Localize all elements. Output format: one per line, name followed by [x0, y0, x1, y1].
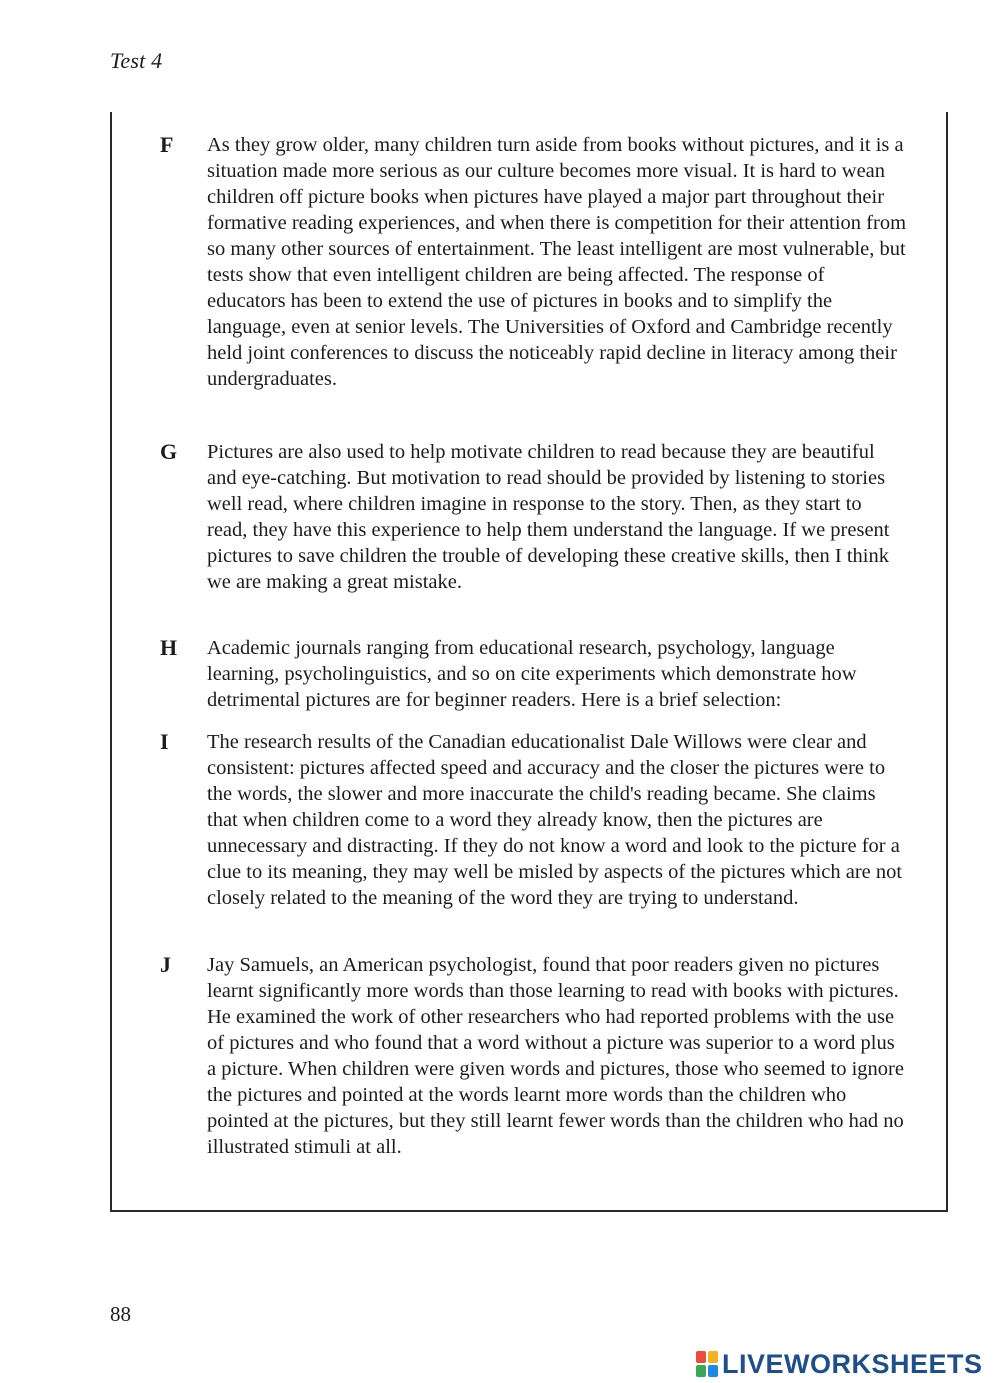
- paragraph-text: The research results of the Canadian educationalist Dale Willows were clear and consistent: pictures affected speed and accuracy and the closer the pictures were to the words, the slower and more inaccurate the child's reading became. She claims that when children come to a word they already know, then the pictures are unnecessary and distracting. If they do not know a word and look to the picture for a clue to its meaning, they may well be misled by aspects of the pictures which are not closely related to the meaning of the word they are trying to understand.: [207, 731, 903, 909]
- brand-name: LIVEWORKSHEETS: [722, 1348, 983, 1379]
- paragraph-text: Pictures are also used to help motivate children to read because they are beautiful and eye-catching. But motivation to read should be provided by listening to stories well read, where children imagine in response to the story. Then, as they start to read, they have this experience to help them understand the language. If we present pictures to save children the trouble of developing these creative skills, then I think we are making a great mistake.: [207, 441, 890, 593]
- page-header: Test 4: [110, 48, 163, 73]
- text-frame: [110, 112, 948, 1212]
- paragraph-text: Jay Samuels, an American psychologist, found that poor readers given no pictures learnt significantly more words than those learning to read with books with pictures. He examined the work of other researchers who had reported problems with the use of pictures and who found that a word without a picture was superior to a word plus a picture. When children were given words and pictures, those who seemed to ignore the pictures and pointed at the words learnt more words than the children who pointed at the pictures, but they still learnt fewer words than the children who had no illustrated stimuli at all.: [207, 954, 904, 1158]
- page-number: 88: [110, 1302, 131, 1326]
- paragraph-text: Academic journals ranging from educational research, psychology, language learning, psycholinguistics, and so on cite experiments which demonstrate how detrimental pictures are for beginner readers. Here is a brief selection:: [207, 637, 857, 711]
- liveworksheets-brand[interactable]: [696, 1349, 983, 1379]
- paragraph-letter: H: [160, 635, 178, 660]
- paragraph-letter: I: [160, 729, 169, 754]
- paragraph-letter: F: [160, 132, 174, 157]
- paragraph-letter: G: [160, 439, 178, 464]
- liveworksheets-logo-icon: [696, 1351, 718, 1377]
- paragraph-text: As they grow older, many children turn aside from books without pictures, and it is a situation made more serious as our culture becomes more visual. It is hard to wean children off picture books when pictures have played a major part throughout their formative reading experiences, and when there is competition for their attention from so many other sources of entertainment. The least intelligent are most vulnerable, but tests show that even intelligent children are being affected. The response of educators has been to extend the use of pictures in books and to simplify the language, even at senior levels. The Universities of Oxford and Cambridge recently held joint conferences to discuss the noticeably rapid decline in literacy among their undergraduates.: [207, 134, 907, 390]
- paragraph-letter: J: [160, 952, 171, 977]
